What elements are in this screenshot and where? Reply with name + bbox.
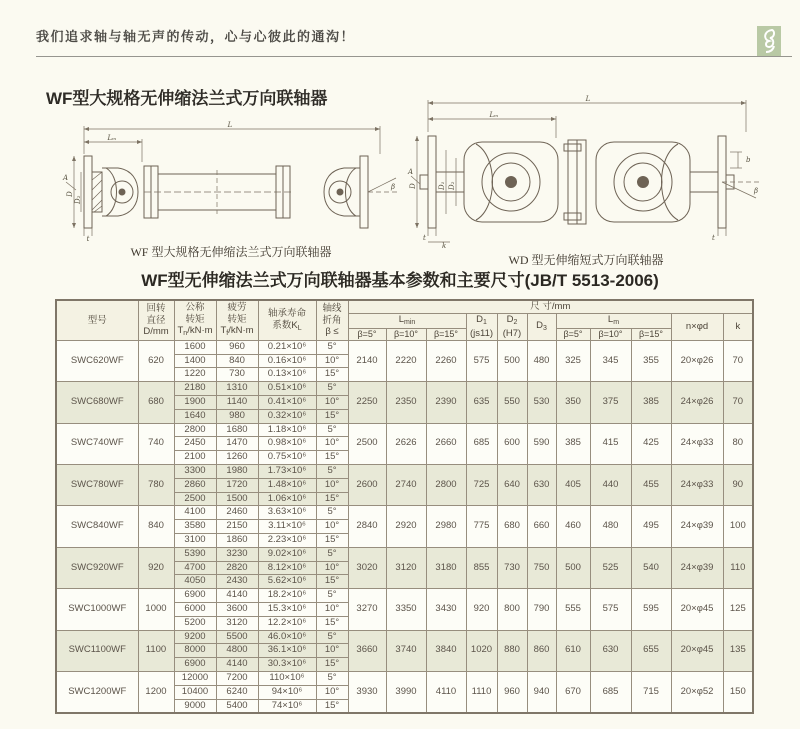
cell-lm-1: 480: [590, 506, 631, 547]
cell-tf: 1860: [216, 534, 258, 548]
cell-lm-0: 555: [556, 589, 590, 630]
cell-tn: 2100: [174, 451, 216, 465]
cell-lm-2: 655: [631, 630, 671, 671]
col-k-header: k: [723, 313, 753, 340]
cell-kl: 30.3×10⁶: [258, 658, 316, 672]
cell-beta: 5°: [316, 340, 348, 354]
cell-k: 70: [723, 382, 753, 423]
cell-lmin-2: 2980: [426, 506, 466, 547]
cell-tn: 2500: [174, 492, 216, 506]
cell-d1: 920: [466, 589, 497, 630]
cell-k: 90: [723, 465, 753, 506]
section-title: WF型大规格无伸缩法兰式万向联轴器: [46, 89, 328, 108]
cell-beta: 10°: [316, 354, 348, 368]
cell-tf: 2460: [216, 506, 258, 520]
cell-lmin-1: 3740: [386, 630, 426, 671]
cell-kl: 36.1×10⁶: [258, 644, 316, 658]
cell-lmin-2: 2390: [426, 382, 466, 423]
dim-L: L: [227, 121, 233, 129]
cell-k: 100: [723, 506, 753, 547]
cell-tf: 1980: [216, 465, 258, 479]
cell-lmin-1: 3120: [386, 547, 426, 588]
cell-lmin-2: 2800: [426, 465, 466, 506]
cell-tn: 3580: [174, 520, 216, 534]
cell-d3: 630: [527, 465, 556, 506]
cell-kl: 9.02×10⁶: [258, 547, 316, 561]
cell-model: SWC1200WF: [56, 672, 138, 714]
cell-d3: 940: [527, 672, 556, 714]
cell-lmin-0: 2500: [348, 423, 386, 464]
col-lmin-header: $L_{min}$: [348, 313, 466, 328]
table-title: WF型无伸缩法兰式万向联轴器基本参数和主要尺寸(JB/T 5513-2006): [141, 271, 659, 290]
dim-D: D: [409, 183, 417, 189]
cell-lm-0: 325: [556, 340, 590, 381]
cell-d1: 775: [466, 506, 497, 547]
cell-beta: 15°: [316, 451, 348, 465]
cell-lmin-2: 4110: [426, 672, 466, 714]
cell-kl: 15.3×10⁶: [258, 603, 316, 617]
cell-d3: 750: [527, 547, 556, 588]
cell-tf: 1140: [216, 396, 258, 410]
cell-d3: 590: [527, 423, 556, 464]
dim-L: L: [585, 95, 591, 103]
cell-tn: 9200: [174, 630, 216, 644]
cell-beta: 5°: [316, 423, 348, 437]
cell-k: 125: [723, 589, 753, 630]
cell-tf: 4800: [216, 644, 258, 658]
lmin-beta15-header: β=15°: [426, 328, 466, 340]
cell-kl: 1.73×10⁶: [258, 465, 316, 479]
cell-lmin-2: 3840: [426, 630, 466, 671]
table-row: [56, 630, 753, 644]
cell-tf: 730: [216, 368, 258, 382]
cell-lm-2: 495: [631, 506, 671, 547]
cell-diameter: 620: [138, 340, 174, 381]
cell-beta: 15°: [316, 368, 348, 382]
cell-d2: 550: [497, 382, 527, 423]
col-beta-header: 轴线 折角 β ≤: [316, 300, 348, 340]
cell-diameter: 1100: [138, 630, 174, 671]
dim-D2: D₂: [448, 181, 456, 190]
cell-beta: 10°: [316, 561, 348, 575]
cell-tf: 3120: [216, 616, 258, 630]
cell-beta: 10°: [316, 685, 348, 699]
cell-tn: 6900: [174, 589, 216, 603]
cell-tf: 5400: [216, 699, 258, 713]
cell-k: 150: [723, 672, 753, 714]
cell-lm-0: 405: [556, 465, 590, 506]
cell-beta: 15°: [316, 616, 348, 630]
cell-d1: 575: [466, 340, 497, 381]
cell-lmin-0: 2600: [348, 465, 386, 506]
cell-nd: 20×φ45: [671, 589, 723, 630]
cell-kl: 0.41×10⁶: [258, 396, 316, 410]
dim-D: D: [66, 191, 74, 197]
cell-model: SWC1000WF: [56, 589, 138, 630]
cell-lmin-0: 2250: [348, 382, 386, 423]
lm-beta15-header: β=15°: [631, 328, 671, 340]
cell-tf: 5500: [216, 630, 258, 644]
cell-tf: 2150: [216, 520, 258, 534]
figure-wd-coupling: [406, 94, 766, 268]
cell-diameter: 780: [138, 465, 174, 506]
table-row: [56, 547, 753, 561]
cell-lmin-1: 3350: [386, 589, 426, 630]
cell-lm-1: 415: [590, 423, 631, 464]
cell-lm-2: 425: [631, 423, 671, 464]
cell-tn: 2450: [174, 437, 216, 451]
cell-nd: 24×φ33: [671, 465, 723, 506]
cell-tn: 4700: [174, 561, 216, 575]
cell-model: SWC920WF: [56, 547, 138, 588]
cell-lm-2: 595: [631, 589, 671, 630]
cell-d1: 1020: [466, 630, 497, 671]
cell-lmin-2: 3180: [426, 547, 466, 588]
table-row: [56, 423, 753, 437]
cell-kl: 12.2×10⁶: [258, 616, 316, 630]
cell-kl: 0.98×10⁶: [258, 437, 316, 451]
cell-beta: 10°: [316, 644, 348, 658]
col-d3-header: $D_3$: [527, 313, 556, 340]
cell-tf: 960: [216, 340, 258, 354]
cell-tf: 3230: [216, 547, 258, 561]
cell-tn: 3100: [174, 534, 216, 548]
col-diameter-header: 回转 直径 D/mm: [138, 300, 174, 340]
cell-lm-0: 350: [556, 382, 590, 423]
cell-tf: 3600: [216, 603, 258, 617]
cell-d2: 500: [497, 340, 527, 381]
col-model-header: 型号: [56, 300, 138, 340]
cell-tn: 2800: [174, 423, 216, 437]
cell-lm-1: 525: [590, 547, 631, 588]
table-row: [56, 672, 753, 686]
cell-d1: 725: [466, 465, 497, 506]
cell-diameter: 1200: [138, 672, 174, 714]
drawing-caption-wf: WF 型大规格无伸缩法兰式万向联轴器: [130, 245, 332, 259]
cell-nd: 24×φ33: [671, 423, 723, 464]
cell-model: SWC680WF: [56, 382, 138, 423]
cell-nd: 20×φ52: [671, 672, 723, 714]
cell-lmin-0: 3020: [348, 547, 386, 588]
cell-kl: 0.51×10⁶: [258, 382, 316, 396]
cell-k: 80: [723, 423, 753, 464]
cell-lmin-2: 2660: [426, 423, 466, 464]
cell-tf: 4140: [216, 589, 258, 603]
cell-d1: 1110: [466, 672, 497, 714]
table-row: [56, 465, 753, 479]
cell-tn: 2180: [174, 382, 216, 396]
cell-kl: 0.32×10⁶: [258, 409, 316, 423]
cell-lmin-1: 3990: [386, 672, 426, 714]
cell-d3: 530: [527, 382, 556, 423]
cell-kl: 0.13×10⁶: [258, 368, 316, 382]
table-row: [56, 340, 753, 354]
cell-lmin-0: 2140: [348, 340, 386, 381]
cell-tf: 2430: [216, 575, 258, 589]
cell-d1: 855: [466, 547, 497, 588]
cell-lmin-2: 3430: [426, 589, 466, 630]
cell-tn: 3300: [174, 465, 216, 479]
dim-A: A: [63, 174, 69, 182]
cell-d1: 635: [466, 382, 497, 423]
cell-d1: 685: [466, 423, 497, 464]
table-row: [56, 506, 753, 520]
cell-beta: 15°: [316, 534, 348, 548]
cell-lm-2: 715: [631, 672, 671, 714]
cell-beta: 10°: [316, 520, 348, 534]
dim-beta: β: [391, 183, 396, 191]
cell-d2: 640: [497, 465, 527, 506]
spec-table-body: [56, 340, 753, 713]
cell-nd: 24×φ26: [671, 382, 723, 423]
dim-D1: D₁: [438, 181, 446, 190]
cell-nd: 20×φ45: [671, 630, 723, 671]
cell-kl: 74×10⁶: [258, 699, 316, 713]
table-row: [56, 382, 753, 396]
dim-beta: β: [754, 187, 759, 195]
cell-model: SWC1100WF: [56, 630, 138, 671]
cell-tn: 5200: [174, 616, 216, 630]
cell-beta: 10°: [316, 437, 348, 451]
cell-k: 110: [723, 547, 753, 588]
cell-beta: 10°: [316, 396, 348, 410]
cell-beta: 5°: [316, 589, 348, 603]
cell-model: SWC740WF: [56, 423, 138, 464]
cell-lm-2: 540: [631, 547, 671, 588]
cell-kl: 1.18×10⁶: [258, 423, 316, 437]
header-rule: [36, 56, 792, 57]
lmin-beta5-header: β=5°: [348, 328, 386, 340]
cell-lm-2: 355: [631, 340, 671, 381]
cell-diameter: 740: [138, 423, 174, 464]
cell-lm-2: 455: [631, 465, 671, 506]
col-nd-header: n×φd: [671, 313, 723, 340]
cell-kl: 0.75×10⁶: [258, 451, 316, 465]
cell-kl: 1.48×10⁶: [258, 478, 316, 492]
cell-kl: 1.06×10⁶: [258, 492, 316, 506]
cell-lm-0: 460: [556, 506, 590, 547]
cell-lmin-0: 3660: [348, 630, 386, 671]
cell-diameter: 680: [138, 382, 174, 423]
cell-kl: 110×10⁶: [258, 672, 316, 686]
cell-d3: 790: [527, 589, 556, 630]
cell-kl: 3.63×10⁶: [258, 506, 316, 520]
cell-diameter: 1000: [138, 589, 174, 630]
cell-tf: 7200: [216, 672, 258, 686]
dim-t-right: t: [712, 234, 715, 242]
cell-beta: 15°: [316, 409, 348, 423]
col-tf-header: 疲劳 转矩 $T_f/kN\cdot m$: [216, 300, 258, 340]
cell-beta: 15°: [316, 575, 348, 589]
cell-d2: 730: [497, 547, 527, 588]
cell-tf: 1720: [216, 478, 258, 492]
cell-lmin-0: 3930: [348, 672, 386, 714]
cell-model: SWC620WF: [56, 340, 138, 381]
cell-tn: 1400: [174, 354, 216, 368]
cell-kl: 94×10⁶: [258, 685, 316, 699]
cell-diameter: 840: [138, 506, 174, 547]
cell-beta: 15°: [316, 658, 348, 672]
cell-lm-0: 385: [556, 423, 590, 464]
cell-tn: 4100: [174, 506, 216, 520]
cell-k: 70: [723, 340, 753, 381]
cell-tf: 840: [216, 354, 258, 368]
cell-beta: 5°: [316, 547, 348, 561]
cell-kl: 5.62×10⁶: [258, 575, 316, 589]
cell-lmin-1: 2740: [386, 465, 426, 506]
cell-d3: 480: [527, 340, 556, 381]
cell-tf: 1500: [216, 492, 258, 506]
cell-beta: 15°: [316, 699, 348, 713]
cell-tf: 980: [216, 409, 258, 423]
col-kl-header: 轴承寿命 系数$K_L$: [258, 300, 316, 340]
cell-lm-0: 670: [556, 672, 590, 714]
cell-diameter: 920: [138, 547, 174, 588]
header-slogan: 我们追求轴与轴无声的传动，心与心彼此的通沟！: [36, 29, 356, 44]
cell-d2: 680: [497, 506, 527, 547]
dim-Lm: Lₘ: [107, 134, 117, 142]
cell-tn: 1220: [174, 368, 216, 382]
cell-tn: 1600: [174, 340, 216, 354]
figure-wf-coupling: [60, 120, 402, 260]
col-d1-header: $D_1$ (js11): [466, 313, 497, 340]
cell-beta: 5°: [316, 382, 348, 396]
cell-model: SWC840WF: [56, 506, 138, 547]
cell-kl: 46.0×10⁶: [258, 630, 316, 644]
cell-k: 135: [723, 630, 753, 671]
col-lm-header: $L_m$: [556, 313, 671, 328]
cell-lm-0: 610: [556, 630, 590, 671]
cell-d3: 860: [527, 630, 556, 671]
cell-kl: 8.12×10⁶: [258, 561, 316, 575]
cell-tn: 6900: [174, 658, 216, 672]
cell-kl: 18.2×10⁶: [258, 589, 316, 603]
cell-lmin-1: 2220: [386, 340, 426, 381]
cell-tf: 4140: [216, 658, 258, 672]
cell-kl: 2.23×10⁶: [258, 534, 316, 548]
cell-lm-1: 685: [590, 672, 631, 714]
col-d2-header: $D_2$ (H7): [497, 313, 527, 340]
cell-nd: 20×φ26: [671, 340, 723, 381]
cell-d3: 660: [527, 506, 556, 547]
lm-beta5-header: β=5°: [556, 328, 590, 340]
cell-lmin-0: 3270: [348, 589, 386, 630]
cell-beta: 10°: [316, 478, 348, 492]
cell-d2: 880: [497, 630, 527, 671]
cell-tf: 1680: [216, 423, 258, 437]
dim-b: b: [746, 156, 751, 164]
cell-kl: 0.16×10⁶: [258, 354, 316, 368]
cell-lm-1: 630: [590, 630, 631, 671]
cell-tf: 1470: [216, 437, 258, 451]
spec-table: [55, 299, 754, 714]
cell-lmin-1: 2350: [386, 382, 426, 423]
cell-lm-0: 500: [556, 547, 590, 588]
cell-tn: 6000: [174, 603, 216, 617]
wf-coupling-drawing: [60, 120, 402, 242]
cell-lm-1: 345: [590, 340, 631, 381]
cell-d2: 960: [497, 672, 527, 714]
cell-beta: 5°: [316, 506, 348, 520]
col-size-header: 尺 寸/mm: [348, 300, 753, 313]
cell-tn: 5390: [174, 547, 216, 561]
cell-tn: 12000: [174, 672, 216, 686]
cell-tf: 6240: [216, 685, 258, 699]
cell-model: SWC780WF: [56, 465, 138, 506]
dim-D2: D₂: [74, 195, 82, 204]
cell-lmin-1: 2626: [386, 423, 426, 464]
table-row: [56, 589, 753, 603]
lm-beta10-header: β=10°: [590, 328, 631, 340]
col-tn-header: 公称 转矩 $T_n/kN\cdot m$: [174, 300, 216, 340]
cell-d2: 800: [497, 589, 527, 630]
dim-t-left: t: [423, 234, 426, 242]
cell-beta: 5°: [316, 465, 348, 479]
dim-k: k: [442, 242, 447, 250]
cell-kl: 0.21×10⁶: [258, 340, 316, 354]
cell-lm-2: 385: [631, 382, 671, 423]
cell-lmin-1: 2920: [386, 506, 426, 547]
cell-tf: 2820: [216, 561, 258, 575]
dim-A: A: [408, 168, 414, 176]
cell-lm-1: 375: [590, 382, 631, 423]
cell-tn: 1900: [174, 396, 216, 410]
brand-logo-icon: [757, 26, 781, 56]
lmin-beta10-header: β=10°: [386, 328, 426, 340]
cell-tn: 2860: [174, 478, 216, 492]
dim-t: t: [86, 235, 90, 242]
cell-nd: 24×φ39: [671, 547, 723, 588]
cell-tn: 4050: [174, 575, 216, 589]
cell-lmin-2: 2260: [426, 340, 466, 381]
drawing-caption-wd: WD 型无伸缩短式万向联轴器: [508, 253, 664, 267]
cell-kl: 3.11×10⁶: [258, 520, 316, 534]
cell-lm-1: 440: [590, 465, 631, 506]
cell-tn: 9000: [174, 699, 216, 713]
cell-tn: 10400: [174, 685, 216, 699]
cell-tf: 1310: [216, 382, 258, 396]
cell-beta: 5°: [316, 672, 348, 686]
cell-tn: 8000: [174, 644, 216, 658]
cell-nd: 24×φ39: [671, 506, 723, 547]
cell-tf: 1260: [216, 451, 258, 465]
cell-d2: 600: [497, 423, 527, 464]
cell-lmin-0: 2840: [348, 506, 386, 547]
cell-lm-1: 575: [590, 589, 631, 630]
cell-beta: 10°: [316, 603, 348, 617]
cell-tn: 1640: [174, 409, 216, 423]
cell-beta: 5°: [316, 630, 348, 644]
dim-Lm: Lₘ: [489, 111, 499, 119]
wd-coupling-drawing: [406, 94, 766, 250]
cell-beta: 15°: [316, 492, 348, 506]
